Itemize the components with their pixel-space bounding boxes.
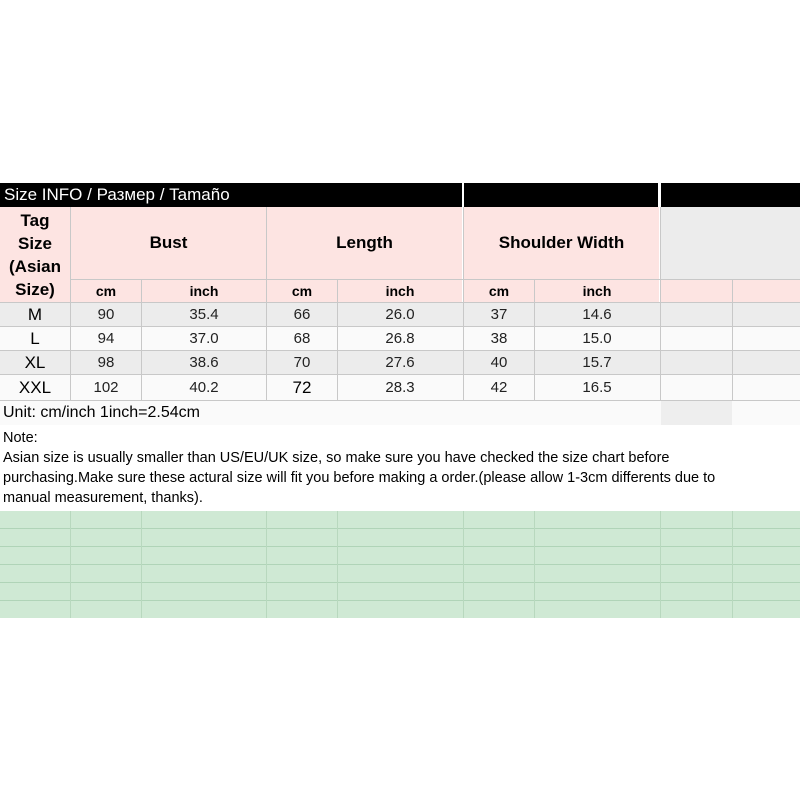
header-empty-cell bbox=[661, 207, 800, 279]
cell-l-length-cm: 68 bbox=[293, 330, 311, 347]
cell-l-shoulder-inch: 15.0 bbox=[582, 330, 612, 347]
unit-row-pink-extra bbox=[661, 280, 800, 302]
unit-inch-bust: inch bbox=[142, 280, 266, 302]
header-tag-size: Tag Size (Asian Size) bbox=[0, 207, 70, 302]
cell-m-length-cm: 66 bbox=[293, 306, 311, 323]
title-black-cell bbox=[464, 183, 658, 207]
grid-line bbox=[660, 207, 661, 425]
cell-xl-shoulder-cm: 40 bbox=[490, 354, 508, 371]
header-shoulder-width: Shoulder Width bbox=[464, 207, 659, 279]
grid-line bbox=[0, 374, 800, 375]
header-bust: Bust bbox=[71, 207, 266, 279]
cell-m-bust-cm: 90 bbox=[97, 306, 115, 323]
cell-xl-length-cm: 70 bbox=[293, 354, 311, 371]
cell-xl-bust-inch: 38.6 bbox=[189, 354, 219, 371]
grid-line bbox=[534, 511, 535, 618]
grid-line bbox=[266, 511, 267, 618]
grid-line bbox=[337, 280, 338, 400]
grid-line bbox=[266, 207, 267, 400]
cell-m-shoulder-inch: 14.6 bbox=[582, 306, 612, 323]
cell-xxl-length-cm: 72 bbox=[292, 377, 312, 397]
note-label: Note: bbox=[3, 430, 38, 446]
cell-xxl-shoulder-inch: 16.5 bbox=[582, 379, 612, 396]
size-label-xxl: XXL bbox=[18, 377, 52, 397]
unit-cm-shoulder: cm bbox=[464, 280, 534, 302]
header-length: Length bbox=[267, 207, 462, 279]
unit-inch-length: inch bbox=[338, 280, 462, 302]
grid-line bbox=[660, 511, 661, 618]
grid-line bbox=[732, 511, 733, 618]
green-grid bbox=[0, 511, 800, 618]
cell-xl-shoulder-inch: 15.7 bbox=[582, 354, 612, 371]
cell-xxl-shoulder-cm: 42 bbox=[490, 379, 508, 396]
grid-line bbox=[0, 350, 800, 351]
cell-xl-bust-cm: 98 bbox=[97, 354, 115, 371]
grid-line bbox=[70, 279, 800, 280]
cell-xxl-bust-cm: 102 bbox=[93, 379, 119, 396]
unit-note: Unit: cm/inch 1inch=2.54cm bbox=[3, 404, 200, 421]
grid-line bbox=[141, 511, 142, 618]
grid-line bbox=[141, 280, 142, 400]
title-black-cell-right bbox=[661, 183, 800, 207]
cell-l-bust-cm: 94 bbox=[97, 330, 115, 347]
unit-cm-bust: cm bbox=[71, 280, 141, 302]
cell-m-bust-inch: 35.4 bbox=[189, 306, 219, 323]
cell-l-bust-inch: 37.0 bbox=[189, 330, 219, 347]
cell-xxl-length-inch: 28.3 bbox=[385, 379, 415, 396]
cell-m-shoulder-cm: 37 bbox=[490, 306, 508, 323]
grid-line bbox=[70, 511, 71, 618]
unit-inch-shoulder: inch bbox=[535, 280, 659, 302]
cell-xl-length-inch: 27.6 bbox=[385, 354, 415, 371]
cell-l-shoulder-cm: 38 bbox=[490, 330, 508, 347]
size-label-l: L bbox=[30, 328, 40, 348]
unit-note-right-cell bbox=[661, 401, 732, 425]
cell-l-length-inch: 26.8 bbox=[385, 330, 415, 347]
grid-line bbox=[0, 326, 800, 327]
note-line-3: manual measurement, thanks). bbox=[3, 490, 203, 506]
size-label-xl: XL bbox=[24, 352, 46, 372]
cell-m-length-inch: 26.0 bbox=[385, 306, 415, 323]
size-label-m: M bbox=[27, 304, 43, 324]
table-title: Size INFO / Размер / Tamaño bbox=[0, 183, 462, 207]
cell-xxl-bust-inch: 40.2 bbox=[189, 379, 219, 396]
grid-line bbox=[534, 280, 535, 400]
grid-line bbox=[463, 207, 464, 400]
grid-line bbox=[0, 302, 800, 303]
grid-line bbox=[463, 511, 464, 618]
note-line-2: purchasing.Make sure these actural size will fit you before making a order.(please allow 1-3cm differents due to bbox=[3, 470, 716, 486]
note-line-1: Asian size is usually smaller than US/EU/UK size, so make sure you have checked the size chart before bbox=[3, 450, 670, 466]
grid-line bbox=[70, 207, 71, 400]
unit-cm-length: cm bbox=[267, 280, 337, 302]
grid-line bbox=[337, 511, 338, 618]
